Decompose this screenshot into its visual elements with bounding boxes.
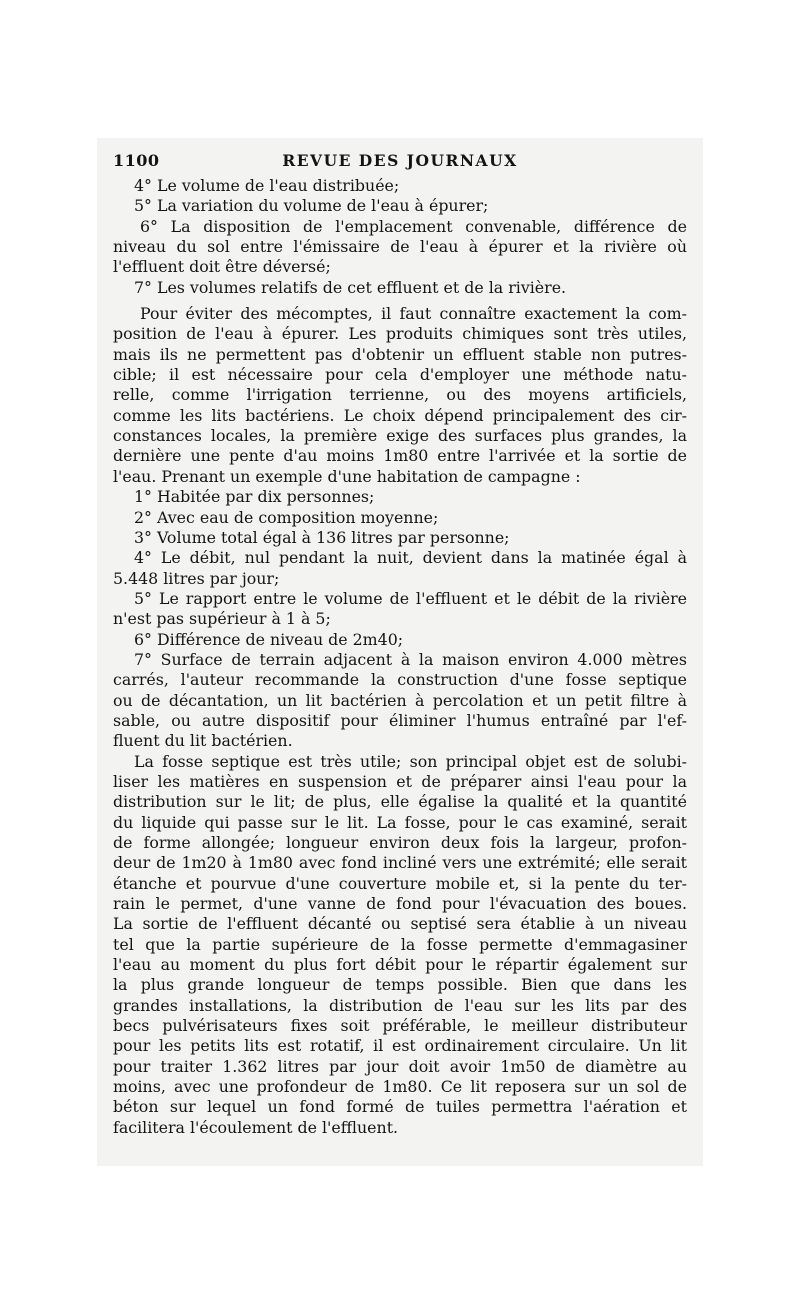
- document-page: [113, 151, 687, 1138]
- text-line: moins, avec une profondeur de 1m80. Ce lit reposera sur un sol de: [113, 1077, 687, 1097]
- list-item: [113, 508, 687, 528]
- text-line: 3° Volume total égal à 136 litres par personne;: [134, 527, 510, 547]
- list-item: [113, 487, 687, 507]
- text-line: 7° Surface de terrain adjacent à la maison environ 4.000 mètres: [134, 649, 687, 669]
- text-line: La sortie de l'effluent décanté ou septisé sera établie à un niveau: [113, 914, 687, 934]
- text-line: 6° Différence de niveau de 2m40;: [134, 629, 404, 649]
- text-line: 6° La disposition de l'emplacement convenable, différence de: [140, 216, 687, 236]
- text-line: de forme allongée; longueur environ deux fois la largeur, profon-: [113, 833, 687, 852]
- example-conditions-list: [113, 487, 687, 751]
- text-line: pour traiter 1.362 litres par jour doit avoir 1m50 de diamètre au: [113, 1056, 687, 1076]
- text-line: 5.448 litres par jour;: [113, 568, 280, 588]
- list-item: [113, 630, 687, 650]
- text-line: étanche et pourvue d'une couverture mobile et, si la pente du ter-: [113, 873, 687, 893]
- text-line: 1° Habitée par dix personnes;: [134, 487, 375, 507]
- text-line: 7° Les volumes relatifs de cet effluent et de la rivière.: [134, 277, 567, 297]
- page-number: 1100: [113, 151, 160, 170]
- text-line: carrés, l'auteur recommande la construction d'une fosse septique: [113, 670, 687, 690]
- list-item: [113, 650, 687, 752]
- text-line: 4° Le volume de l'eau distribuée;: [134, 176, 400, 195]
- text-line: grandes installations, la distribution de l'eau sur les lits par des: [113, 995, 687, 1015]
- text-line: l'eau au moment du plus fort débit pour le répartir également sur: [113, 955, 687, 975]
- list-item: [113, 589, 687, 630]
- text-line: Pour éviter des mécomptes, il faut connaître exactement la com-: [140, 304, 687, 324]
- criteria-list-continued: [113, 176, 687, 298]
- text-line: comme les lits bactériens. Le choix dépend principalement des cir-: [113, 405, 687, 425]
- text-line: mais ils ne permettent pas d'obtenir un effluent stable non putres-: [113, 344, 687, 364]
- text-line: tel que la partie supérieure de la fosse permette d'emmagasiner: [113, 934, 687, 954]
- text-line: deur de 1m20 à 1m80 avec fond incliné vers une extrémité; elle serait: [113, 853, 687, 873]
- text-line: La fosse septique est très utile; son principal objet est de solubi-: [134, 751, 687, 771]
- list-item: [113, 217, 687, 278]
- text-line: l'effluent doit être déversé;: [113, 257, 331, 277]
- text-line: relle, comme l'irrigation terrienne, ou des moyens artificiels,: [113, 385, 687, 405]
- text-line: position de l'eau à épurer. Les produits chimiques sont très utiles,: [113, 324, 687, 344]
- text-line: béton sur lequel un fond formé de tuiles permettra l'aération et: [113, 1097, 687, 1117]
- list-item: [113, 278, 687, 298]
- text-line: 4° Le débit, nul pendant la nuit, devient dans la matinée égal à: [134, 548, 687, 568]
- text-line: niveau du sol entre l'émissaire de l'eau à épurer et la rivière où: [113, 237, 687, 257]
- text-line: becs pulvérisateurs fixes soit préférable, le meilleur distributeur: [113, 1016, 687, 1036]
- paragraph-methods: [113, 304, 687, 487]
- list-item: [113, 196, 687, 216]
- list-item: [113, 528, 687, 548]
- text-line: cible; il est nécessaire pour cela d'employer une méthode natu-: [113, 365, 687, 385]
- running-header: [113, 151, 687, 175]
- text-line: rain le permet, d'une vanne de fond pour l'évacuation des boues.: [113, 894, 687, 914]
- text-line: 5° La variation du volume de l'eau à épurer;: [134, 196, 489, 216]
- text-line: dernière une pente d'au moins 1m80 entre l'arrivée et la sortie de: [113, 446, 687, 466]
- text-line: distribution sur le lit; de plus, elle égalise la qualité et la quantité: [113, 792, 687, 812]
- text-line: sable, ou autre dispositif pour éliminer l'humus entraîné par l'ef-: [113, 710, 687, 730]
- running-title: REVUE DES JOURNAUX: [282, 151, 518, 170]
- text-line: ou de décantation, un lit bactérien à percolation et un petit filtre à: [113, 690, 687, 710]
- list-item: [113, 176, 687, 196]
- list-item: [113, 548, 687, 589]
- text-line: 2° Avec eau de composition moyenne;: [134, 507, 439, 527]
- text-line: 5° Le rapport entre le volume de l'effluent et le débit de la rivière: [134, 588, 687, 608]
- text-line: constances locales, la première exige des surfaces plus grandes, la: [113, 426, 687, 446]
- text-line: du liquide qui passe sur le lit. La fosse, pour le cas examiné, serait: [113, 812, 687, 832]
- text-line: liser les matières en suspension et de préparer ainsi l'eau pour la: [113, 771, 687, 791]
- text-line: pour les petits lits est rotatif, il est ordinairement circulaire. Un lit: [113, 1036, 687, 1056]
- text-line: n'est pas supérieur à 1 à 5;: [113, 609, 331, 629]
- paragraph-septic-tank: [113, 752, 687, 1139]
- text-line: fluent du lit bactérien.: [113, 731, 293, 751]
- text-line: facilitera l'écoulement de l'effluent.: [113, 1117, 399, 1137]
- text-line: la plus grande longueur de temps possible. Bien que dans les: [113, 975, 687, 995]
- text-line: l'eau. Prenant un exemple d'une habitation de campagne :: [113, 466, 581, 486]
